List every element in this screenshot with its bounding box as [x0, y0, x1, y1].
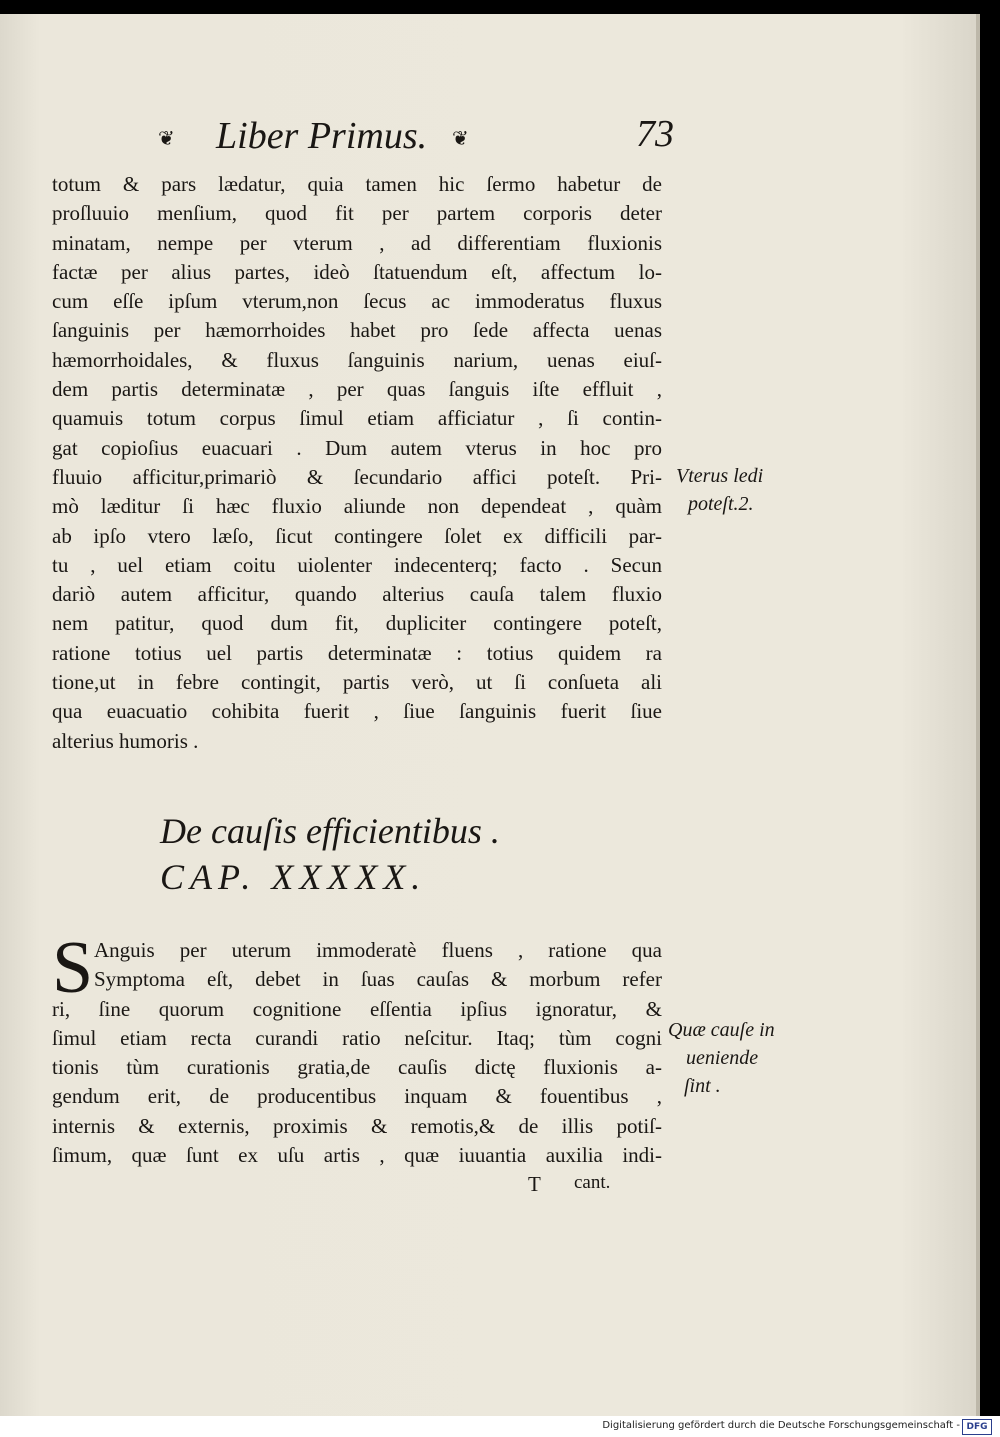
chapter-heading: [160, 808, 620, 900]
text-line: ſimul etiam recta curandi ratio neſcitur. Itaq; tùm cogni: [52, 1025, 662, 1050]
main-paragraph: [52, 170, 662, 756]
chapter-paragraph: [52, 927, 662, 1170]
text-line: totum & pars lædatur, quia tamen hic ſermo habetur de: [52, 172, 662, 196]
text-line: nem patitur, quod dum fit, dupliciter contingere poteſt,: [52, 611, 662, 636]
dfg-logo-icon: DFG: [962, 1419, 992, 1435]
running-title: Liber Primus.: [216, 115, 428, 157]
text-line: proſluuio menſium, quod fit per partem corporis deter: [52, 201, 662, 226]
text-line: qua euacuatio cohibita fuerit , ſiue ſanguinis fuerit ſiue: [52, 699, 662, 724]
text-line: alterius humoris .: [52, 728, 199, 753]
ornament-left-icon: ❦: [158, 128, 175, 150]
text-line: gendum erit, de producentibus inquam & fouentibus ,: [52, 1084, 662, 1109]
text-line: dariò autem afficitur, quando alterius cauſa talem fluxio: [52, 582, 662, 607]
text-line: ſanguinis per hæmorrhoides habet pro ſede affecta uenas: [52, 318, 662, 343]
margin-note-line: poteſt.2.: [688, 493, 754, 515]
ornament-right-icon: ❦: [452, 128, 469, 150]
catchword: cant.: [574, 1172, 611, 1193]
chapter-number: CAP. XXXXX.: [160, 857, 427, 897]
margin-note-line: ueniende: [686, 1047, 759, 1069]
text-line: quamuis totum corpus ſimul etiam afficiatur , ſi contin-: [52, 406, 662, 431]
margin-note-line: Quæ cauſe in: [668, 1019, 775, 1041]
page-number: 73: [636, 113, 674, 155]
text-line: gat copioſius euacuari . Dum autem vterus in hoc pro: [52, 435, 662, 460]
margin-note-uterus: [676, 462, 763, 518]
text-line: ſimum, quæ ſunt ex uſu artis , quæ iuuantia auxilia indi-: [52, 1143, 662, 1168]
text-line: tione,ut in febre contingit, partis verò, ut ſi conſueta ali: [52, 670, 662, 695]
text-line: mò læditur ſi hæc fluxio aliunde non dependeat , quàm: [52, 494, 662, 519]
footer-bar: [0, 1416, 1000, 1437]
margin-note-line: Vterus ledi: [676, 465, 764, 487]
text-line: dem partis determinatæ , per quas ſanguis iſte effluit ,: [52, 377, 662, 402]
text-line: Anguis per uterum immoderatè fluens , ratione qua: [94, 938, 662, 962]
funding-credit: Digitalisierung gefördert durch die Deutsche Forschungsgemeinschaft -: [602, 1420, 960, 1431]
text-line: hæmorrhoidales, & fluxus ſanguinis narium, uenas eiuſ-: [52, 347, 662, 372]
running-header: [150, 112, 710, 158]
text-line: cum eſſe ipſum vterum,non ſecus ac immoderatus fluxus: [52, 289, 662, 314]
text-line: ratione totius uel partis determinatæ : totius quidem ra: [52, 640, 662, 665]
signature-mark: T: [528, 1172, 541, 1196]
text-line: tionis tùm curationis gratia,de cauſis dictę fluxionis a-: [52, 1055, 662, 1080]
text-line: internis & externis, proximis & remotis,& de illis potiſ-: [52, 1113, 662, 1138]
drop-cap: S: [52, 927, 94, 1009]
text-line: fluuio afficitur,primariò & ſecundario affici poteſt. Pri-: [52, 464, 662, 489]
text-line: factæ per alius partes, ideò ſtatuendum eſt, affectum lo-: [52, 259, 662, 284]
margin-note-causes: [668, 1016, 775, 1100]
text-line: minatam, nempe per vterum , ad differentiam fluxionis: [52, 230, 662, 255]
page-edge: [976, 14, 980, 1416]
text-line: ri, ſine quorum cognitione eſſentia ipſius ignoratur, &: [52, 996, 662, 1021]
margin-note-line: ſint .: [684, 1075, 721, 1097]
text-line: tu , uel etiam coitu uiolenter indecenterq; facto . Secun: [52, 552, 662, 577]
text-line: Symptoma eſt, debet in ſuas cauſas & morbum refer: [94, 967, 662, 992]
chapter-title: De cauſis efficientibus .: [160, 811, 500, 851]
text-line: ab ipſo vtero læſo, ſicut contingere ſolet ex difficili par-: [52, 523, 662, 548]
